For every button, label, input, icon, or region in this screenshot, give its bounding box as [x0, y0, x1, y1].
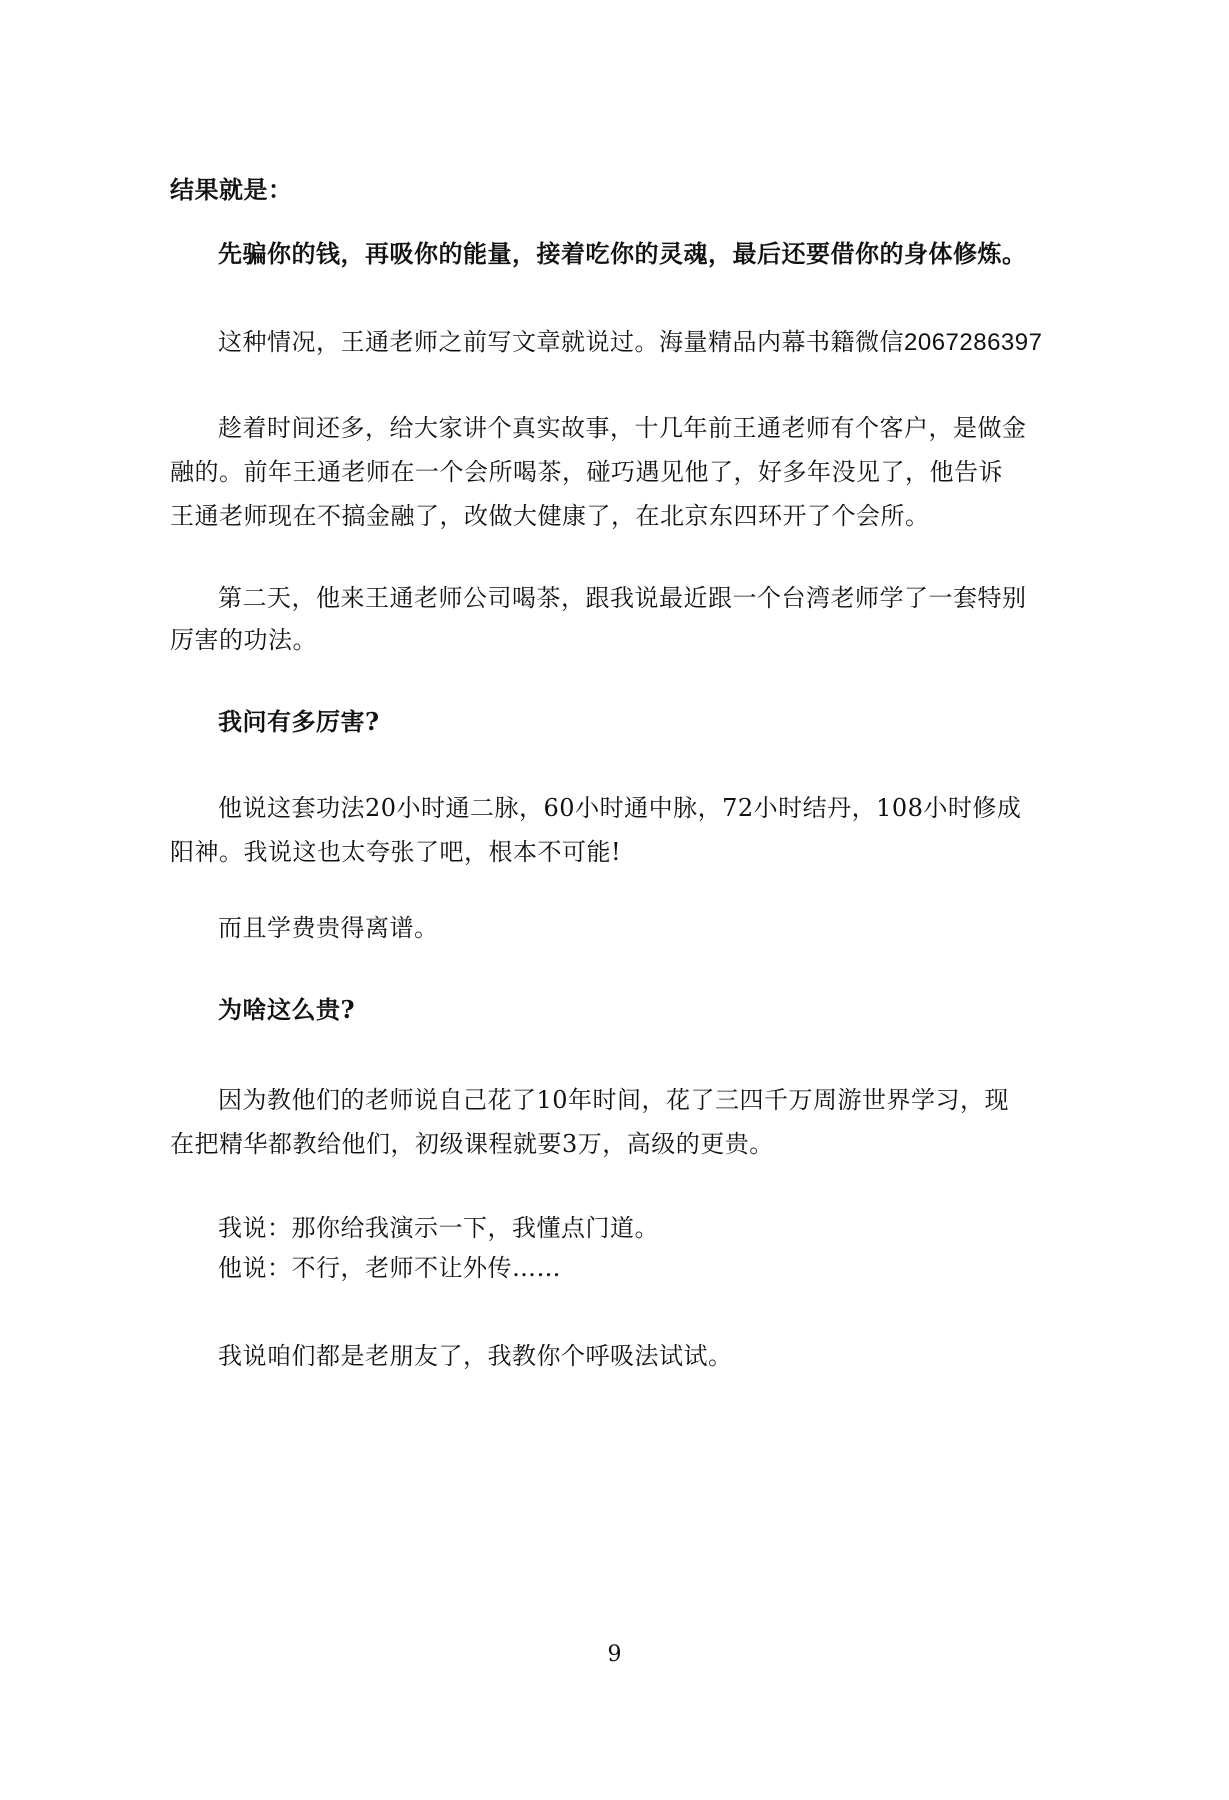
question-1: 我问有多厉害?	[218, 707, 380, 736]
section-heading: 结果就是：	[170, 175, 293, 204]
paragraph-2-line-3: 王通老师现在不搞金融了，改做大健康了，在北京东四环开了个会所。	[170, 502, 930, 530]
paragraph-7: 我说咱们都是老朋友了，我教你个呼吸法试试。	[218, 1342, 733, 1370]
dialog-line-2: 他说：不行，老师不让外传……	[218, 1254, 561, 1282]
dialog-line-1: 我说：那你给我演示一下，我懂点门道。	[218, 1214, 659, 1242]
paragraph-1-text: 这种情况，王通老师之前写文章就说过。海量精品	[218, 328, 757, 356]
contact-highlight: 内幕书籍微信2067286397	[757, 329, 1043, 356]
paragraph-1	[218, 324, 1078, 361]
paragraph-5: 而且学费贵得离谱。	[218, 914, 439, 942]
page-number: 9	[607, 1642, 622, 1667]
paragraph-2-line-2: 融的。前年王通老师在一个会所喝茶，碰巧遇见他了，好多年没见了，他告诉	[170, 458, 1003, 486]
paragraph-6-line-2: 在把精华都教给他们，初级课程就要3万，高级的更贵。	[170, 1130, 774, 1158]
paragraph-4-line-1: 他说这套功法20小时通二脉，60小时通中脉，72小时结丹，108小时修成	[218, 794, 1022, 822]
paragraph-4-line-2: 阳神。我说这也太夸张了吧，根本不可能!	[170, 838, 622, 866]
paragraph-2-line-1: 趁着时间还多，给大家讲个真实故事，十几年前王通老师有个客户，是做金	[218, 414, 1027, 442]
summary-line: 先骗你的钱，再吸你的能量，接着吃你的灵魂，最后还要借你的身体修炼。	[218, 239, 1027, 268]
paragraph-3-line-1: 第二天，他来王通老师公司喝茶，跟我说最近跟一个台湾老师学了一套特别	[218, 584, 1027, 612]
question-2: 为啥这么贵?	[218, 995, 356, 1024]
paragraph-6-line-1: 因为教他们的老师说自己花了10年时间，花了三四千万周游世界学习，现	[218, 1086, 1010, 1114]
paragraph-3-line-2: 厉害的功法。	[170, 626, 317, 654]
